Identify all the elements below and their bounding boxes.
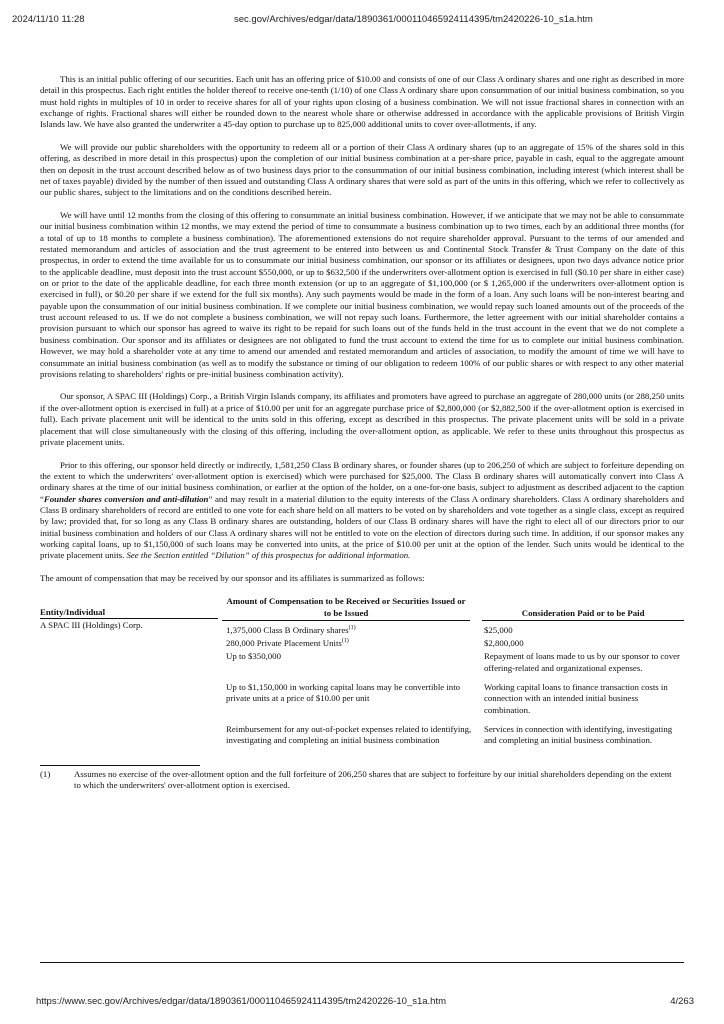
founder-text-a: Prior to this offering, our sponsor held directly or indirectly, 1,581,250 Class B ordinary shares, or founder shares (up to 206,250 of which are subject to forfeiture depending on the extent to which the underwriters' over-allotment option is exercised) which were purchased for $25,000. The Class B ordinary shares will automatically convert into Class A ordinary shares at the time of our initial business combination, or earlier at the option of the holder, on a one-for-one basis, subject to adjustment as described adjacent to the caption “ — [40, 459, 684, 504]
dilution-reference: See the Section entitled “Dilution” of this prospectus for additional information. — [126, 550, 411, 561]
table-row — [222, 724, 684, 747]
consideration-cell: $25,000 — [484, 624, 513, 635]
table-row — [222, 625, 684, 636]
header-consideration: Consideration Paid or to be Paid — [482, 596, 684, 620]
page-url[interactable]: https://www.sec.gov/Archives/edgar/data/1890361/000110465924114395/tm2420226-10_s1a.htm — [36, 996, 447, 1007]
header-entity: Entity/Individual — [40, 596, 222, 620]
consideration-cell: Working capital loans to finance transaction costs in connection with an intended initial business combination. — [484, 682, 668, 715]
footnote-text: Assumes no exercise of the over-allotment option and the full forfeiture of 206,250 shares that are subject to forfeiture by our initial shareholders depending on the extent to which the underwriters' over-allotment option is exercised. — [74, 768, 672, 790]
table-row — [222, 682, 684, 716]
compensation-rows — [222, 620, 684, 746]
paragraph-sponsor: Our sponsor, A SPAC III (Holdings) Corp., a British Virgin Islands company, its affiliates and promoters have agreed to purchase an aggregate of 280,000 units (or 288,250 units if the over-allotment option is exercised in full) at a price of $10.00 per unit for an aggregate purchase price of $2,800,000 (or $2,882,500 if the over-allotment option is exercised in full). Each private placement unit will be identical to the units sold in this offering, except as described in this prospectus. The private placement units will be sold in a private placement that will close simultaneously with the closing of this offering, including the over-allotment option, as applicable. We refer to these units throughout this prospectus as private placement units. — [40, 391, 684, 447]
page-title: sec.gov/Archives/edgar/data/1890361/000110465924114395/tm2420226-10_s1a.htm — [234, 14, 593, 25]
amount-cell: Up to $1,150,000 in working capital loans may be convertible into private units at a price of $10.00 per unit — [226, 682, 461, 704]
footnote-number: (1) — [40, 768, 51, 779]
print-datetime: 2024/11/10 11:28 — [12, 14, 85, 25]
paragraph-founder-shares — [40, 460, 684, 562]
footnote-ref: (1) — [341, 638, 349, 645]
document-body — [40, 74, 684, 791]
footnote-ref: (1) — [348, 624, 356, 631]
page-number: 4/263 — [670, 996, 694, 1007]
consideration-cell: Repayment of loans made to us by our sponsor to cover offering-related and organizational expenses. — [484, 651, 680, 673]
founder-caption: Founder shares conversion and anti-dilution — [43, 493, 209, 504]
paragraph-compensation-intro: The amount of compensation that may be received by our sponsor and its affiliates is summarized as follows: — [40, 572, 425, 583]
paragraph-offering: This is an initial public offering of our securities. Each unit has an offering price of $10.00 and consists of one of our Class A ordinary shares and one right as described in more detail in this prospectus. Each right entitles the holder thereof to receive one-tenth (1/10) of one Class A ordinary share upon consummation of our initial business combination, so you must hold rights in multiples of 10 in order to receive shares for all of your rights upon closing of a business combination. We will not issue fractional shares in connection with an exchange of rights. Fractional shares will either be rounded down to the nearest whole share or otherwise addressed in accordance with the applicable provisions of British Virgin Islands law. We have also granted the underwriter a 45-day option to purchase up to 825,000 additional units to cover over-allotments, if any. — [40, 74, 684, 130]
consideration-cell: Services in connection with identifying, investigating and completing an initial business combination. — [484, 723, 673, 746]
founder-text-c: ” and may result in a material dilution to the equity interests of the Class A ordinary shareholders. Class A ordinary shareholders and Class B ordinary shareholders of record are entitled to one vote for each share held on all matters to be voted on by shareholders and vote together as a single class, except as required by law; provided that, for so long as any Class B ordinary shares are outstanding, holders of our Class B ordinary shares will have the right to elect all of our directors prior to our initial business combination and holders of our Class A ordinary shares will not be entitled to vote on the election of directors during such time. In addition, if our sponsor makes any working capital loans, up to $1,150,000 of such loans may be converted into units, at the price of $10.00 per unit at the option of the lender. Such units would be identical to the private placement units. — [40, 493, 685, 561]
table-row — [222, 651, 684, 674]
footnote-divider — [40, 765, 200, 766]
amount-cell: 280,000 Private Placement Units — [226, 638, 342, 649]
consideration-cell: $2,800,000 — [484, 638, 524, 649]
page-bottom-divider — [40, 962, 684, 963]
compensation-table — [40, 596, 684, 746]
paragraph-extension: We will have until 12 months from the closing of this offering to consummate an initial business combination. However, if we anticipate that we may not be able to consummate our initial business combination within 12 months, we may extend the period of time to consummate a business combination up to two times, each by an additional three months (for a total of up to 18 months to complete a business combination). The aforementioned extensions do not require shareholder approval. Pursuant to the terms of our amended and restated memorandum and articles of association and the trust agreement to be entered into between us and Continental Stock Transfer & Trust Company on the date of this prospectus, in order to extend the time available for us to consummate our initial business combination, our sponsor or its affiliates or designees, upon two days advance notice prior to the applicable deadline, must deposit into the trust account $550,000, or up to $632,500 if the underwriters over-allotment option is exercised in full ($0.10 per share in either case) on or prior to the date of the applicable deadline, for each three month extension (or up to an aggregate of $1,100,000 (or $ 1,265,000 if the underwriters over-allotment option is exercised in full), or $0.20 per share if we extend for the full six months). Any such payments would be made in the form of a loan. Any such loans will be non-interest bearing and payable upon the consummation of our initial business combination. If we complete our initial business combination, we would repay such loaned amounts out of the proceeds of the trust account released to us. If we do not complete a business combination, we will not repay such loans. Furthermore, the letter agreement with our initial shareholder contains a provision pursuant to which our sponsor has agreed to waive its right to be repaid for such loans out of the funds held in the trust account in the event that we do not complete a business combination. Our sponsor and its affiliates or designees are not obligated to fund the trust account to extend the time for us to complete our initial business combination. However, we may hold a shareholder vote at any time to amend our amended and restated memorandum and articles of association, to modify the amount of time we will have to consummate an initial business combination (as well as to modify the substance or timing of our obligation to redeem 100% of our public shares or with respect to any other material provisions relating to shareholders' rights or pre-initial business combination activity). — [40, 210, 684, 379]
table-row — [222, 638, 684, 649]
entity-name: A SPAC III (Holdings) Corp. — [40, 620, 143, 631]
footnote — [40, 769, 684, 792]
amount-cell: Up to $350,000 — [226, 651, 281, 662]
amount-cell: 1,375,000 Class B Ordinary shares — [226, 624, 349, 635]
browser-header — [0, 14, 724, 28]
amount-cell: Reimbursement for any out-of-pocket expenses related to identifying, investigating and completing an initial business combination — [226, 723, 472, 746]
header-amount: Amount of Compensation to be Received or Securities Issued or to be Issued — [222, 596, 470, 620]
browser-footer — [0, 996, 724, 1010]
paragraph-redemption: We will provide our public shareholders with the opportunity to redeem all or a portion of their Class A ordinary shares (up to an aggregate of 15% of the shares sold in this offering, as described in more detail in this prospectus) upon the completion of our initial business combination at a per-share price, payable in cash, equal to the aggregate amount then on deposit in the trust account described below as of two business days prior to the consummation of our initial business combination, including interest (which interest shall be net of taxes payable) divided by the number of then issued and outstanding Class A ordinary shares that were sold as part of the units in this offering, which we refer to collectively as our public shares, subject to the limitations and on the conditions described herein. — [40, 142, 684, 198]
